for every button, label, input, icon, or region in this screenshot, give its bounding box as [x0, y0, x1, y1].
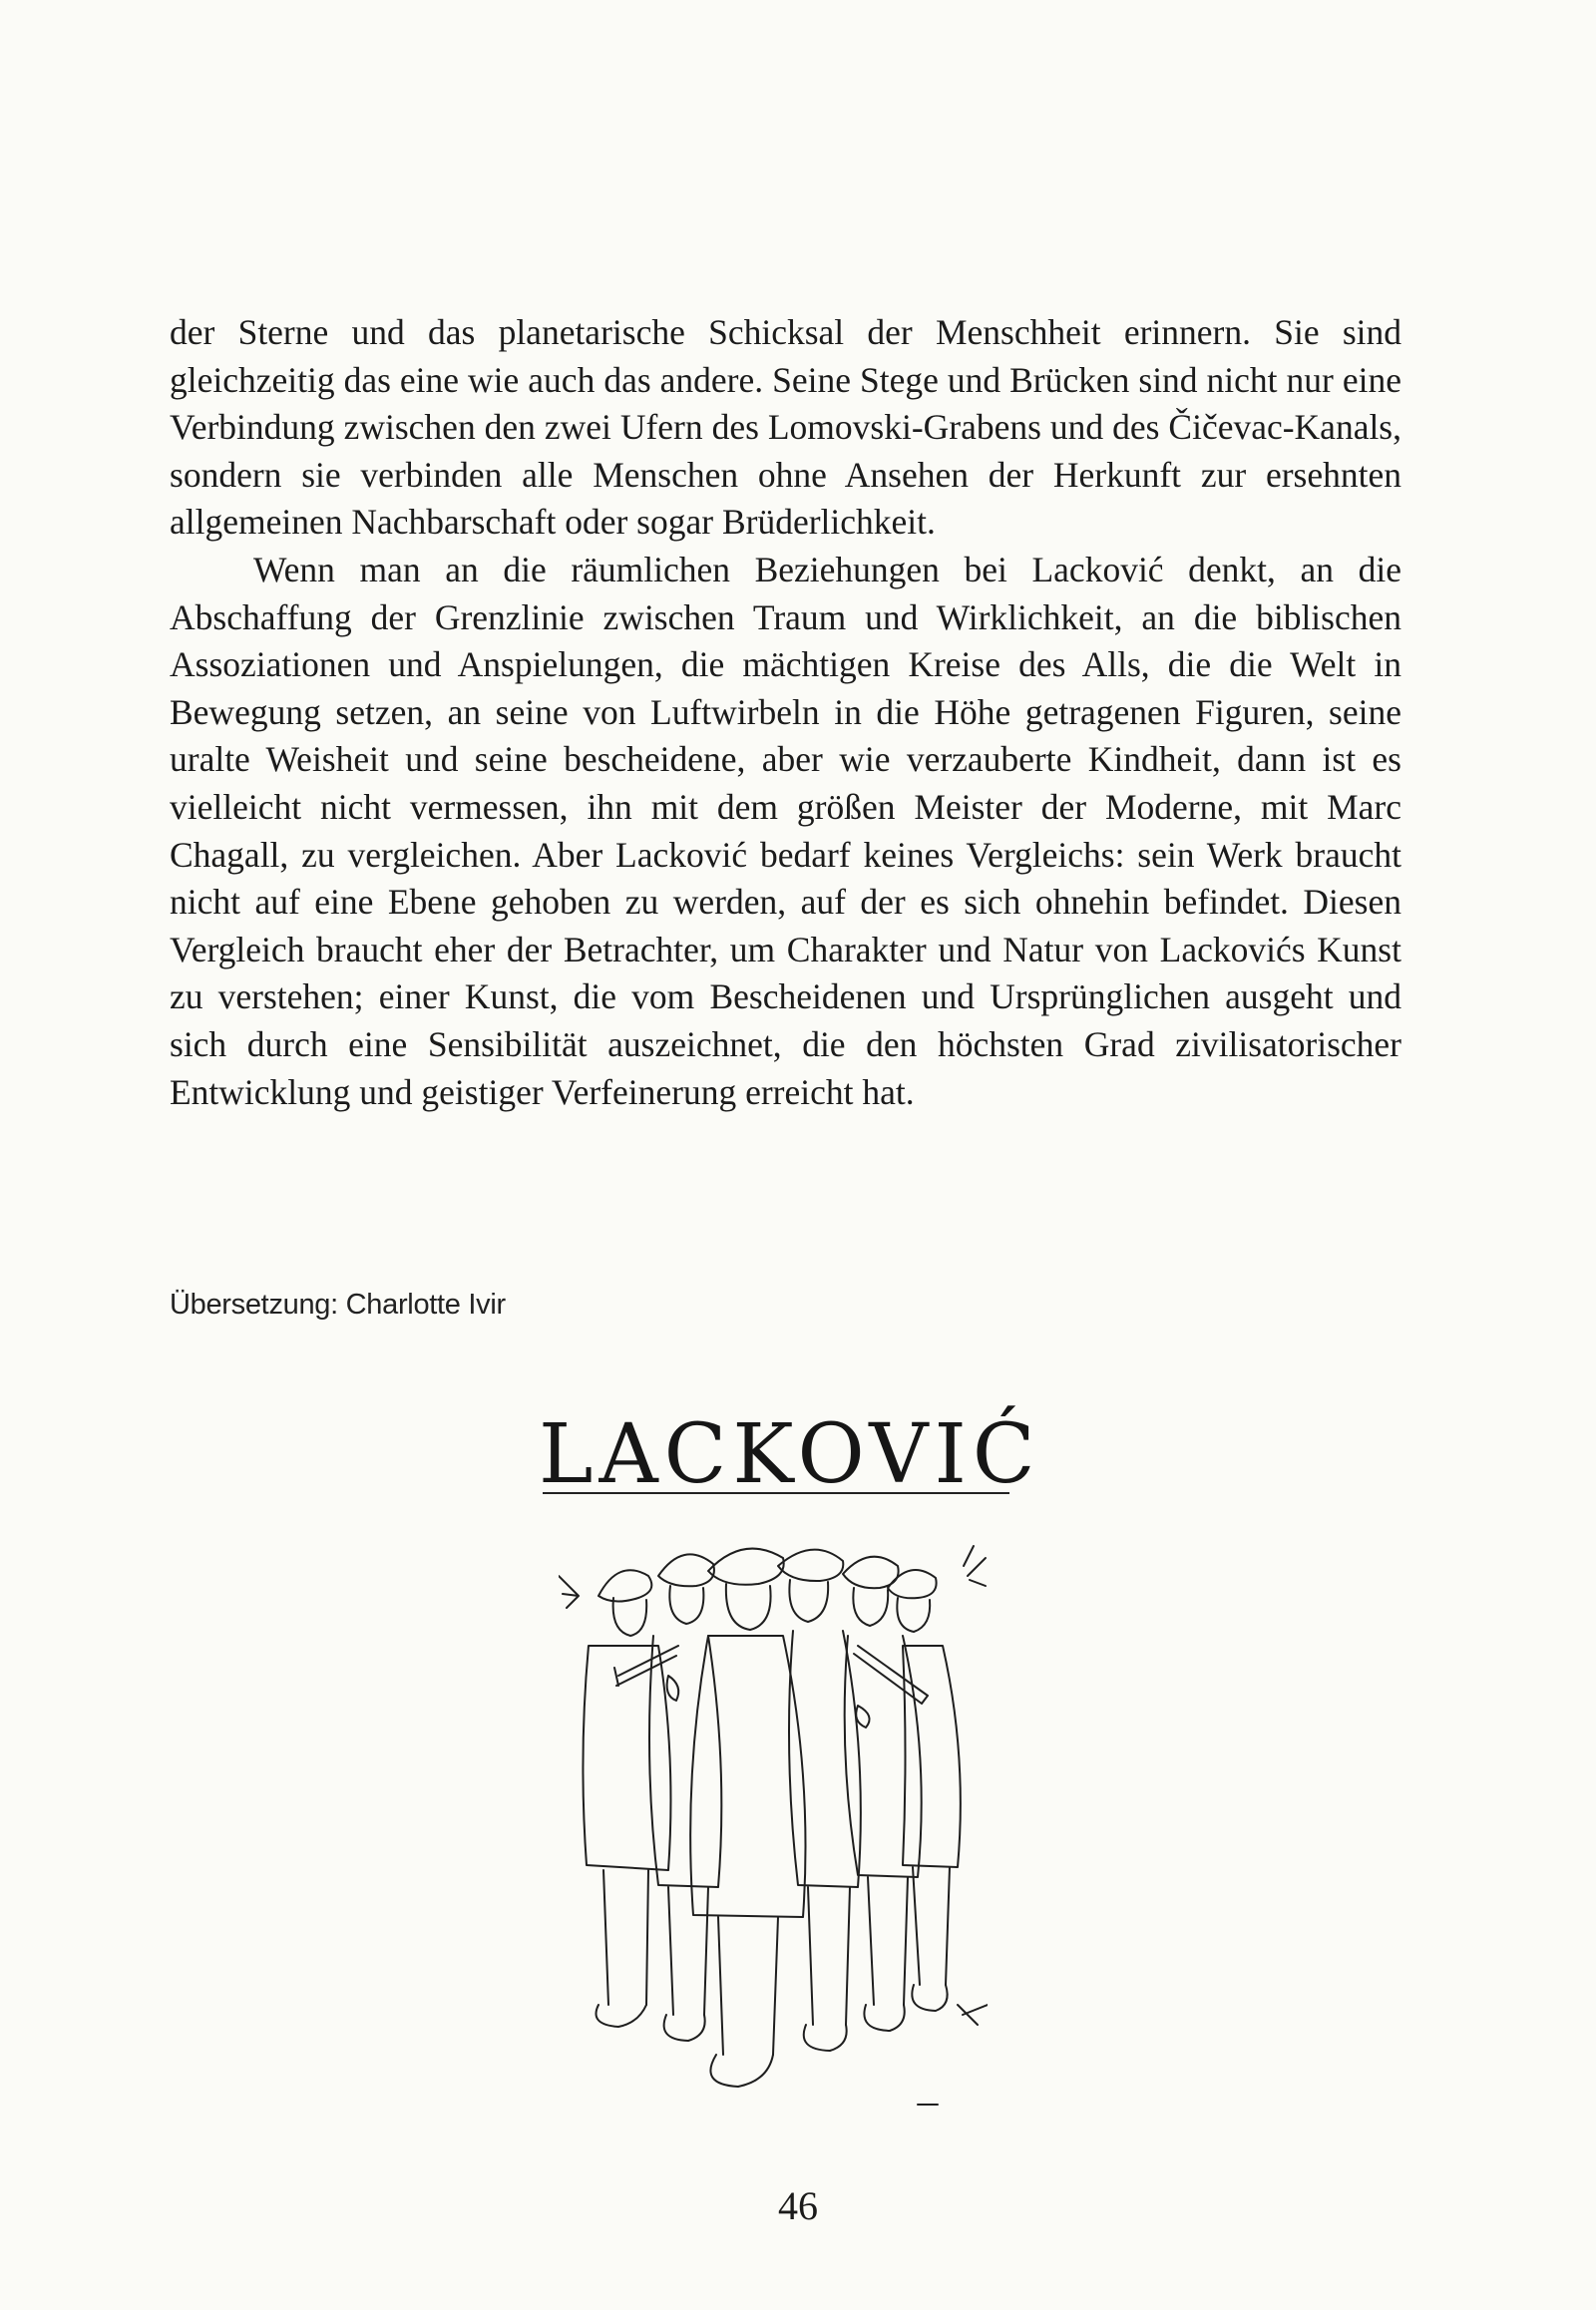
logo-fine-print-strip	[543, 1492, 1009, 1504]
paragraph-1: der Sterne und das planetarische Schicksal der Menschheit erinnern. Sie sind gleichzeitig das eine wie auch das andere. Seine Stege und Brücken sind nicht nur eine Verbindung zwischen den zwei Ufern des Lomovski-Grabens und des Čičevac-Kanals, sondern sie verbinden alle Menschen ohne Ansehen der Herkunft zur ersehnten allgemeinen Nachbarschaft oder sogar Brüderlichkeit.	[170, 312, 1401, 543]
paragraph-2: Wenn man an die räumlichen Beziehungen bei Lacković denkt, an die Abschaffung der Grenzlinie zwischen Traum und Wirklichkeit, an die biblischen Assoziationen und Anspielungen, die mächtigen Kreise des Alls, die die Welt in Bewegung setzen, an seine von Luftwirbeln in die Höhe getragenen Figuren, seine uralte Weisheit und seine bescheidene, aber wie verzauberte Kindheit, dann ist es vielleicht nicht vermessen, ihn mit dem größen Meister der Moderne, mit Marc Chagall, zu vergleichen. Aber Lacković bedarf keines Vergleichs: sein Werk braucht nicht auf eine Ebene gehoben zu werden, auf der es sich ohnehin befindet. Diesen Vergleich braucht eher der Betrachter, um Charakter und Natur von Lackovićs Kunst zu verstehen; einer Kunst, die vom Bescheidenen und Ursprünglichen ausgeht und sich durch eine Sensibilität auszeichnet, die den höchsten Grad zivilisatorischer Entwicklung und geistiger Verfeinerung erreicht hat.	[170, 549, 1401, 1112]
body-text	[170, 309, 1401, 1116]
translation-credit: Übersetzung: Charlotte Ivir	[170, 1289, 506, 1321]
page-number: 46	[778, 2183, 818, 2228]
musicians-illustration	[559, 1536, 988, 2115]
exhibition-logo-title: LACKOVIĆ	[539, 1407, 1041, 1502]
